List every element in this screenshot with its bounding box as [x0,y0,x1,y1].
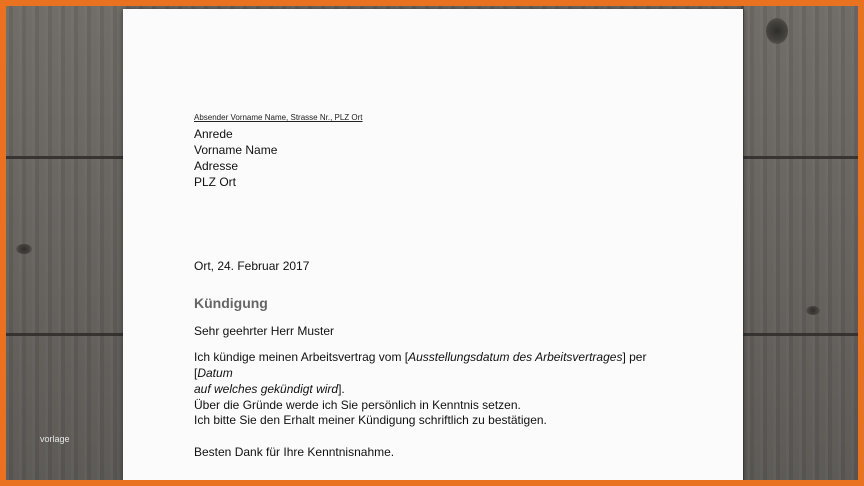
recipient-salutation: Anrede [194,127,233,141]
recipient-name: Vorname Name [194,143,278,157]
sender-line: Absender Vorname Name, Strasse Nr., PLZ Ort [194,113,363,122]
letter-body-paragraph: Ich bitte Sie den Erhalt meiner Kündigung schriftlich zu bestätigen. [194,413,547,427]
body-text: Über die Gründe werde ich Sie persönlich in Kenntnis setzen. [194,398,521,412]
letter-page [123,9,743,480]
body-placeholder: auf welches gekündigt wird [194,382,339,396]
wood-knot [16,244,32,254]
body-placeholder: Datum [197,366,233,380]
letter-date: Ort, 24. Februar 2017 [194,259,310,273]
letter-salutation: Sehr geehrter Herr Muster [194,324,335,338]
body-text: Ich kündige meinen Arbeitsvertrag vom [ [194,350,409,364]
body-text: ]. [338,382,345,396]
wood-knot [806,306,820,315]
recipient-address: Adresse [194,159,239,173]
letter-subject: Kündigung [194,295,268,311]
body-placeholder: Ausstellungsdatum des Arbeitsvertrages [408,350,623,364]
watermark-text: vorlage [40,434,70,444]
letter-body-paragraph [194,349,674,413]
wood-knot [766,18,788,44]
recipient-city: PLZ Ort [194,175,237,189]
letter-closing: Besten Dank für Ihre Kenntnisnahme. [194,445,395,459]
body-text: ] per [ [194,350,647,380]
wood-background [6,6,858,480]
